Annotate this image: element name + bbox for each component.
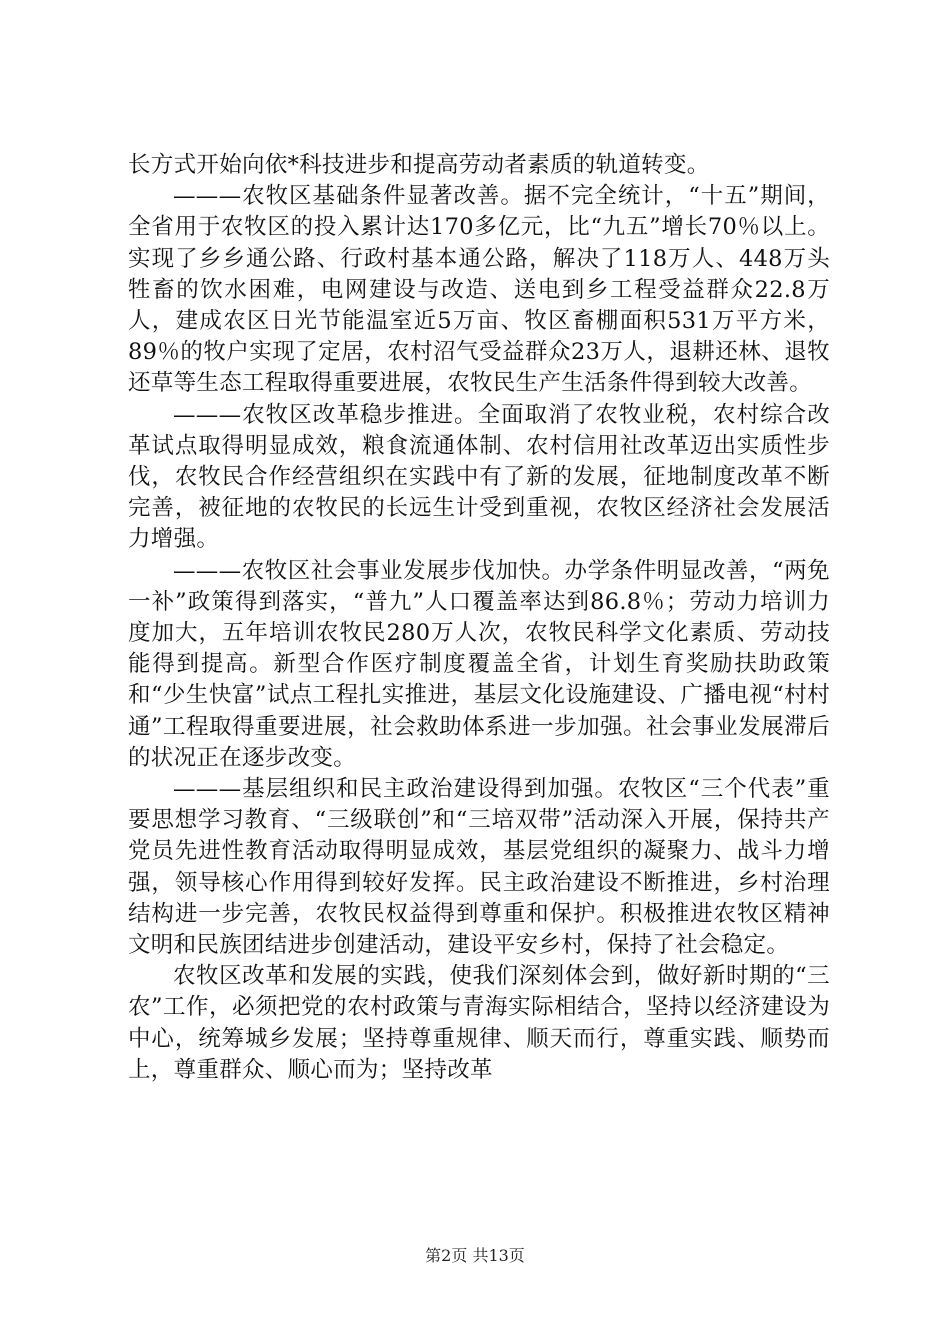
paragraph-infrastructure: ———农牧区基础条件显著改善。据不完全统计，“十五”期间，全省用于农牧区的投入累计达170多亿元，比“九五”增长70％以上。实现了乡乡通公路、行政村基本通公路，解决了118万人、448万头牲畜的饮水困难，电网建设与改造、送电到乡工程受益群众22.8万人，建成农区日光节能温室近5万亩、牧区畜棚面积531万平方米，89％的牧户实现了定居，农村沼气受益群众23万人，退耕还林、退牧还草等生态工程取得重要进展，农牧民生产生活条件得到较大改善。 (128, 183, 830, 397)
page-number-footer: 第2页 共13页 (425, 1246, 525, 1265)
paragraph-continuation: 长方式开始向依*科技进步和提高劳动者素质的轨道转变。 (128, 152, 710, 178)
paragraph-practice: 农牧区改革和发展的实践，使我们深刻体会到，做好新时期的“三农”工作，必须把党的农村政策与青海实际相结合，坚持以经济建设为中心，统筹城乡发展；坚持尊重规律、顺天而行，尊重实践、顺势而上，尊重群众、顺心而为；坚持改革 (128, 963, 830, 1083)
paragraph-reform: ———农牧区改革稳步推进。全面取消了农牧业税，农村综合改革试点取得明显成效，粮食流通体制、农村信用社改革迈出实质性步伐，农牧民合作经营组织在实践中有了新的发展，征地制度改革不断完善，被征地的农牧民的长远生计受到重视，农牧区经济社会发展活力增强。 (128, 401, 830, 553)
paragraph-social-affairs: ———农牧区社会事业发展步伐加快。办学条件明显改善，“两免一补”政策得到落实，“普九”人口覆盖率达到86.8％；劳动力培训力度加大，五年培训农牧民280万人次，农牧民科学文化素质、劳动技能得到提高。新型合作医疗制度覆盖全省，计划生育奖励扶助政策和“少生快富”试点工程扎实推进，基层文化设施建设、广播电视“村村通”工程取得重要进展，社会救助体系进一步加强。社会事业发展滞后的状况正在逐步改变。 (128, 557, 830, 771)
paragraph-grassroots: ———基层组织和民主政治建设得到加强。农牧区“三个代表”重要思想学习教育、“三级联创”和“三培双带”活动深入开展，保持共产党员先进性教育活动取得明显成效，基层党组织的凝聚力、战斗力增强，领导核心作用得到较好发挥。民主政治建设不断推进，乡村治理结构进一步完善，农牧民权益得到尊重和保护。积极推进农牧区精神文明和民族团结进步创建活动，建设平安乡村，保持了社会稳定。 (128, 776, 830, 959)
document-body (128, 150, 830, 1086)
